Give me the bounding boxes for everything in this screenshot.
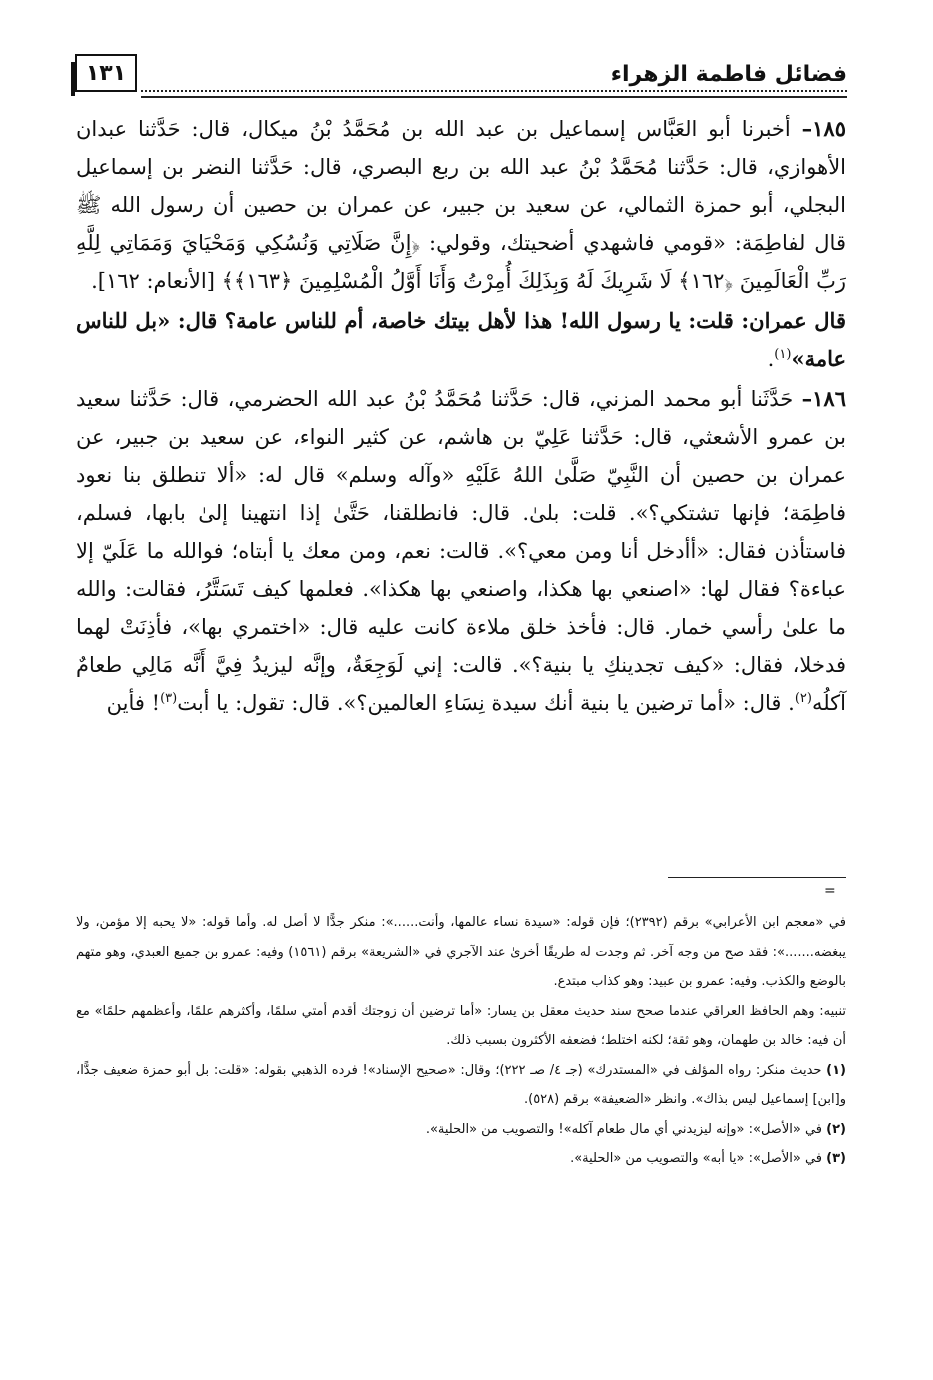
footnote-ref-3[interactable]: (٣) bbox=[160, 691, 178, 706]
comment-text: قال عمران: قلت: يا رسول الله! هذا لأهل بيتك خاصة، أم للناس عامة؟ قال: «بل للناس عامة» bbox=[76, 308, 846, 371]
footnote-ref-2[interactable]: (٢) bbox=[794, 691, 812, 706]
footnote-divider bbox=[668, 877, 846, 878]
continuation-mark: = bbox=[824, 883, 836, 899]
footnote-text: حديث منكر: رواه المؤلف في «المستدرك» (جـ ٤/ صـ ٢٢٢)؛ وقال: «صحيح الإسناد»! فرده الذهبي بقوله: «قلت: بل أبو حمزة ضعيف جدًّا، و[ابن] إسماعيل ليس بذاك». وانظر «الضعيفة» برقم (٥٢٨). bbox=[76, 1062, 846, 1107]
footnote-note: تنبيه: وهم الحافظ العراقي عندما صحح سند حديث معقل بن يسار: «أما ترضين أن زوجتك أقدم أمتي سلمًا، وأكثرهم علمًا، وأعظمهم حلمًا» مع أن فيه: خالد بن طهمان، وهو ثقة؛ لكنه اختلط؛ فضعفه الأكثرون بسبب ذلك. bbox=[76, 1003, 846, 1048]
page-header bbox=[75, 50, 847, 100]
footnote-text: في «الأصل»: «وإنه ليزيدني أي مال طعام آكله»! والتصويب من «الحلية». bbox=[425, 1121, 823, 1137]
page-number: ١٣١ bbox=[75, 54, 137, 92]
footnotes bbox=[76, 908, 846, 1174]
footnote-text: في «الأصل»: «يا أبه» والتصويب من «الحلية». bbox=[570, 1151, 823, 1166]
footnote-1 bbox=[76, 1056, 846, 1115]
header-dotted-rule bbox=[141, 90, 847, 92]
footnote-label: (٣) bbox=[826, 1151, 846, 1166]
footnote-ref-1[interactable]: (١) bbox=[774, 347, 792, 362]
footnote-2 bbox=[76, 1115, 846, 1145]
hadith-number: ١٨٦– bbox=[801, 386, 846, 411]
footnote-3 bbox=[76, 1144, 846, 1174]
hadith-185 bbox=[76, 110, 846, 300]
main-text bbox=[76, 110, 846, 724]
hadith-185-comment: قال عمران: قلت: يا رسول الله! هذا لأهل بيتك خاصة، أم للناس عامة؟ قال: «بل للناس عامة»$^{(١)}$. bbox=[76, 308, 846, 371]
header-rule bbox=[141, 96, 847, 98]
footnote-label: (٢) bbox=[826, 1121, 846, 1137]
hadith-text: أخبرنا أبو العَبَّاس إسماعيل بن عبد الله بن مُحَمَّدُ بْنُ ميكال، قال: حَدَّثنا عبدان الأهوازي، قال: حَدَّثنا مُحَمَّدُ بْنُ عبد الله بن ربع البصري، قال: حَدَّثنا النضر بن إسماعيل البجلي، أبو حمزة الثمالي، عن سعيد بن جبير، عن عمران بن حصين أن رسول الله ﷺ قال لفاطِمَة: «قومي فاشهدي أضحيتك، وقولي: ﴿إِنَّ صَلَاتِي وَنُسُكِي وَمَحْيَايَ وَمَمَاتِي لِلَّهِ رَبِّ الْعَالَمِينَ ﴿١٦٢﴾ لَا شَرِيكَ لَهُ وَبِذَلِكَ أُمِرْتُ وَأَنَا أَوَّلُ الْمُسْلِمِينَ ﴿١٦٣﴾﴾ [الأنعام: ١٦٢]. bbox=[76, 117, 846, 293]
running-title: فضائل فاطمة الزهراء bbox=[610, 62, 847, 87]
footnote-continuation: في «معجم ابن الأعرابي» برقم (٢٣٩٢)؛ فإن قوله: «سيدة نساء عالمها، وأنت......»: منكر جدًّا لا أصل له. وأما قوله: «لا يحبه إلا مؤمن، ولا يبغضه.......»: فقد صح من وجه آخر. ثم وجدت له طريقًا أخرىٰ عند الآجري في «الشريعة» برقم (١٥٦١) وفيه: عمرو بن جميع العبدي، وهو متهم بالوضع والكذب. وفيه: عمرو بن عبيد: وهو كذاب مبتدع. bbox=[76, 915, 846, 989]
footnote-label: (١) bbox=[826, 1062, 846, 1078]
hadith-186: ١٨٦– حَدَّثَنا أبو محمد المزني، قال: حَدَّثنا مُحَمَّدُ بْنُ عبد الله الحضرمي، قال: حَدَّثنا سعيد بن عمرو الأشعثي، قال: حَدَّثنا عَلِيّ بن هاشم، عن كثير النواء، عن سعيد بن جبير، عن عمران بن حصين أن النَّبِيّ صَلَّىٰ اللهُ عَلَيْهِ «وآله وسلم» قال له: «ألا تنطلق بنا نعود فاطِمَة؛ فإنها تشتكي؟». قلت: بلىٰ. قال: فانطلقنا، حَتَّىٰ إذا انتهينا إلىٰ بابها، فسلم، فاستأذن فقال: «أأدخل أنا ومن معي؟». قالت: نعم، ومن معك يا أبتاه؛ فوالله ما عَلَيّ إلا عباءة؟ فقال لها: «اصنعي بها هكذا، واصنعي بها هكذا». فعلمها كيف تَسَتَّرُ، فقالت: والله ما علىٰ رأسي خمار. قال: فأخذ خلق ملاءة كانت عليه قال: «اختمري بها»، فأذِنَتْ لهما فدخلا، فقال: «كيف تجدينكِ يا بنية؟». قالت: إني لَوَجِعَةٌ، وإنَّه ليزيدُ فِيَّ أَنَّه مَالِي طعامٌ آكلُه$^{(٢)}$. قال: «أما ترضين يا بنية أنك سيدة نِسَاءِ العالمين؟». قال: تقول: يا أبت$^{(٣)}$! فأين bbox=[76, 386, 846, 715]
hadith-text: حَدَّثَنا أبو محمد المزني، قال: حَدَّثنا مُحَمَّدُ بْنُ عبد الله الحضرمي، قال: حَدَّثنا سعيد بن عمرو الأشعثي، قال: حَدَّثنا عَلِيّ بن هاشم، عن كثير النواء، عن سعيد بن جبير، عن عمران بن حصين أن النَّبِيّ صَلَّىٰ اللهُ عَلَيْهِ «وآله وسلم» قال له: «ألا تنطلق بنا نعود فاطِمَة؛ فإنها تشتكي؟». قلت: بلىٰ. قال: فانطلقنا، حَتَّىٰ إذا انتهينا إلىٰ بابها، فسلم، فاستأذن فقال: «أأدخل أنا ومن معي؟». قالت: نعم، ومن معك يا أبتاه؛ فوالله ما عَلَيّ إلا عباءة؟ فقال لها: «اصنعي بها هكذا، واصنعي بها هكذا». فعلمها كيف تَسَتَّرُ، فقالت: والله ما علىٰ رأسي خمار. قال: فأخذ خلق ملاءة كانت عليه قال: «اختمري بها»، فأذِنَتْ لهما فدخلا، فقال: «كيف تجدينكِ يا بنية؟». قالت: إني لَوَجِعَةٌ، وإنَّه ليزيدُ فِيَّ أَنَّه مَالِي طعامٌ آكلُه bbox=[76, 387, 846, 715]
hadith-number: ١٨٥– bbox=[801, 116, 846, 141]
